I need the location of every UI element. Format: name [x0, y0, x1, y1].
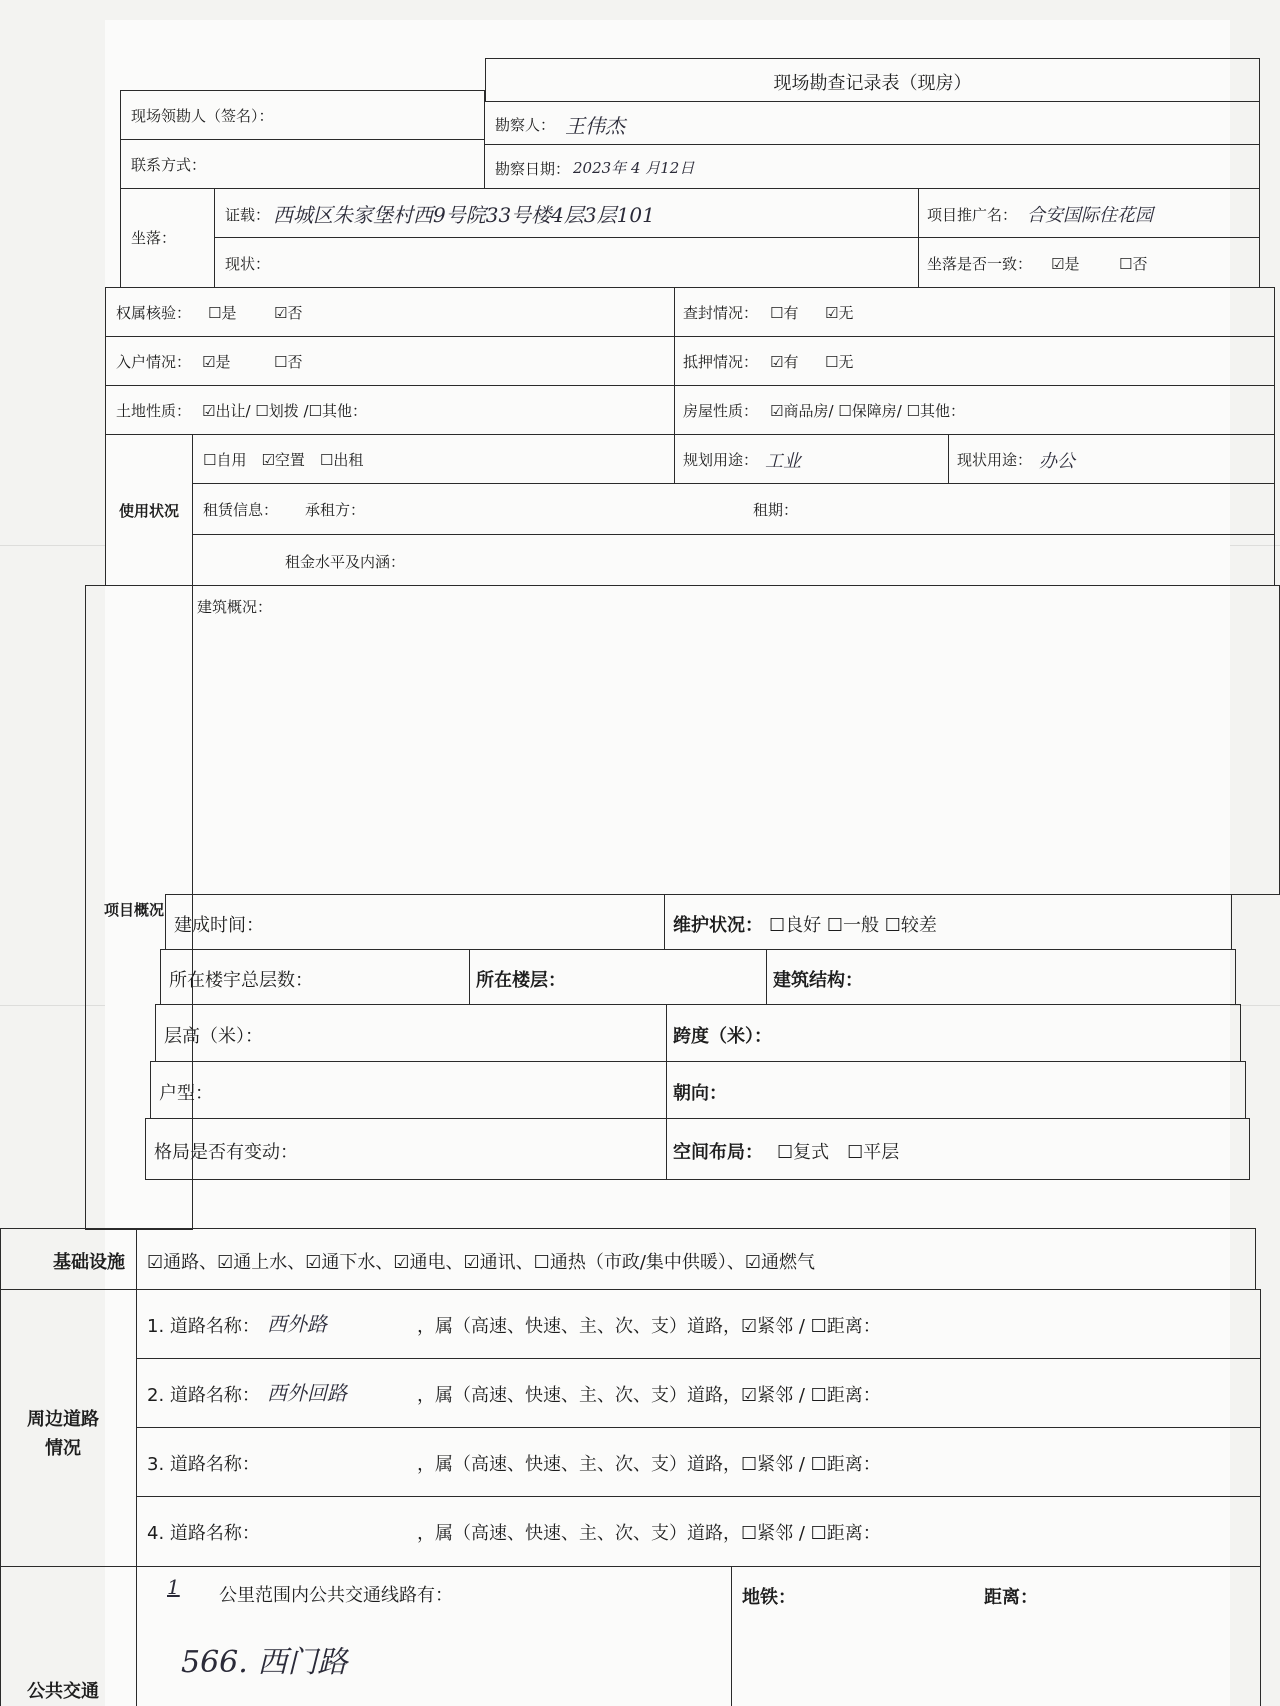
transit-text: 公里范围内公共交通线路有：: [219, 1585, 453, 1606]
road-name: 西外回路: [267, 1381, 347, 1405]
house-label: 房屋性质：: [683, 402, 759, 420]
survey-form: [27, 20, 1230, 1706]
date-cell: [484, 144, 1260, 189]
structure-label: 建筑结构：: [773, 970, 863, 991]
subway-cell: [731, 1566, 1261, 1706]
overview-label: 项目概况: [104, 901, 165, 919]
land-label: 土地性质：: [116, 402, 192, 420]
road-prefix: 1. 道路名称：: [147, 1316, 260, 1337]
building-cell: [192, 585, 1280, 895]
maintenance-options-checkboxes[interactable]: ☐良好 ☐一般 ☐较差: [769, 915, 937, 936]
subway-label: 地铁：: [742, 1587, 796, 1608]
mortgage-label: 抵押情况：: [683, 353, 759, 371]
entry-no-checkbox[interactable]: ☐否: [274, 353, 303, 371]
transit-label: 公共交通: [27, 1681, 99, 1702]
road-row: [136, 1496, 1261, 1567]
lease-cell: [192, 483, 1275, 535]
ownership-label: 权属核验：: [116, 304, 192, 322]
entry-label: 入户情况：: [116, 353, 192, 371]
orientation-label: 朝向：: [673, 1083, 727, 1104]
roads-label-line-1: 周边道路: [27, 1409, 99, 1430]
unit-cell: [150, 1061, 667, 1119]
cert-label: 证载：: [225, 206, 271, 224]
seal-yes-checkbox[interactable]: ☐有: [770, 304, 799, 322]
consistent-cell: [918, 237, 1260, 288]
leader-label: 现场领勘人（签名）：: [131, 107, 274, 125]
roads-label-cell: [0, 1289, 137, 1567]
layout-change-cell: [145, 1118, 667, 1180]
surveyor-label: 勘察人：: [495, 116, 556, 134]
span-cell: [666, 1004, 1241, 1062]
maintenance-label: 维护状况：: [673, 915, 763, 936]
surveyor-signature: 王伟杰: [565, 114, 625, 138]
infra-label: 基础设施: [53, 1252, 125, 1273]
contact-cell: [120, 139, 485, 189]
road-details: ，属（高速、快速、主、次、支）道路，☑紧邻 / ☐距离：: [417, 1316, 881, 1337]
infra-options-checkboxes[interactable]: ☑通路、☑通上水、☑通下水、☑通电、☑通讯、☐通热（市政/集中供暖）、☑通燃气: [147, 1252, 816, 1273]
consistent-no-checkbox[interactable]: ☐否: [1119, 255, 1148, 273]
transit-radius-value: 1: [167, 1575, 180, 1599]
consistent-label: 坐落是否一致：: [927, 255, 1033, 273]
built-time-label: 建成时间：: [174, 915, 264, 936]
transit-value: 566. 西门路: [181, 1645, 348, 1680]
promo-value: 合安国际住花园: [1027, 205, 1153, 226]
seal-no-checkbox[interactable]: ☑无: [825, 304, 854, 322]
land-cell: [105, 385, 675, 435]
road-name: 西外路: [267, 1312, 327, 1336]
space-cell: [666, 1118, 1250, 1180]
usage-label: 使用状况: [118, 501, 179, 520]
floor-cell: [469, 949, 767, 1005]
plan-cell: [674, 434, 949, 484]
road-prefix: 3. 道路名称：: [147, 1454, 260, 1475]
mortgage-no-checkbox[interactable]: ☐无: [825, 353, 854, 371]
roads-label-line-2: 情况: [45, 1438, 81, 1459]
status-cell: [948, 434, 1275, 484]
seal-label: 查封情况：: [683, 304, 759, 322]
contact-label: 联系方式：: [131, 156, 207, 174]
leader-cell: [120, 90, 485, 140]
current-label: 现状：: [225, 255, 271, 273]
cert-value: 西城区朱家堡村西9号院33号楼4层3层101: [273, 203, 655, 227]
entry-yes-checkbox[interactable]: ☑是: [202, 353, 231, 371]
road-row: [136, 1289, 1261, 1359]
promo-cell: [918, 188, 1260, 238]
usage-label-cell: [105, 434, 193, 586]
space-options-checkboxes[interactable]: ☐复式 ☐平层: [777, 1142, 900, 1163]
ownership-cell: [105, 287, 675, 337]
date-label: 勘察日期：: [495, 160, 571, 178]
transit-label-cell: [0, 1566, 137, 1706]
space-label: 空间布局：: [673, 1142, 763, 1163]
height-cell: [155, 1004, 667, 1062]
layout-change-label: 格局是否有变动：: [154, 1142, 298, 1163]
date-value: 2023年 4 月12日: [573, 159, 695, 177]
infra-label-cell: [0, 1228, 137, 1290]
form-title: 现场勘查记录表（现房）: [773, 73, 972, 94]
plan-label: 规划用途：: [683, 451, 759, 469]
road-row: [136, 1427, 1261, 1497]
road-details: ，属（高速、快速、主、次、支）道路，☐紧邻 / ☐距离：: [417, 1523, 881, 1544]
infra-options-cell: [136, 1228, 1256, 1290]
entry-cell: [105, 336, 675, 386]
promo-label: 项目推广名：: [927, 206, 1018, 224]
road-details: ，属（高速、快速、主、次、支）道路，☐紧邻 / ☐距离：: [417, 1454, 881, 1475]
road-row: [136, 1358, 1261, 1428]
usage-options-cell: [192, 434, 675, 484]
road-prefix: 4. 道路名称：: [147, 1523, 260, 1544]
building-label: 建筑概况：: [197, 598, 273, 616]
ownership-no-checkbox[interactable]: ☑否: [274, 304, 303, 322]
unit-label: 户型：: [159, 1083, 213, 1104]
mortgage-yes-checkbox[interactable]: ☑有: [770, 353, 799, 371]
house-options-checkboxes[interactable]: ☑商品房/ ☐保障房/ ☐其他：: [770, 402, 965, 420]
total-floors-cell: [160, 949, 470, 1005]
status-value: 办公: [1039, 451, 1075, 472]
usage-options-checkboxes[interactable]: ☐自用 ☑空置 ☐出租: [203, 451, 364, 469]
tenant-label: 承租方：: [305, 501, 366, 519]
rent-label: 租金水平及内涵：: [285, 553, 406, 571]
consistent-yes-checkbox[interactable]: ☑是: [1051, 255, 1080, 273]
ownership-yes-checkbox[interactable]: ☐是: [208, 304, 237, 322]
orientation-cell: [666, 1061, 1246, 1119]
house-cell: [674, 385, 1275, 435]
distance-label: 距离：: [984, 1587, 1038, 1608]
lease-label: 租赁信息：: [203, 501, 279, 519]
total-floors-label: 所在楼宇总层数：: [169, 970, 313, 991]
floor-label: 所在楼层：: [476, 970, 566, 991]
current-cell: [214, 237, 919, 288]
rent-cell: [192, 534, 1275, 586]
land-options-checkboxes[interactable]: ☑出让/ ☐划拨 /☐其他：: [202, 402, 367, 420]
title-cell: [485, 58, 1260, 102]
cert-cell: [214, 188, 919, 238]
maintenance-cell: [664, 894, 1232, 950]
plan-value: 工业: [765, 451, 801, 472]
height-label: 层高（米）：: [164, 1026, 263, 1047]
location-label: 坐落：: [131, 229, 177, 247]
road-details: ，属（高速、快速、主、次、支）道路，☑紧邻 / ☐距离：: [417, 1385, 881, 1406]
surveyor-cell: [484, 101, 1260, 145]
term-label: 租期：: [753, 501, 799, 519]
structure-cell: [766, 949, 1236, 1005]
status-label: 现状用途：: [957, 451, 1033, 469]
built-time-cell: [165, 894, 665, 950]
seal-cell: [674, 287, 1275, 337]
span-label: 跨度（米）：: [673, 1026, 772, 1047]
mortgage-cell: [674, 336, 1275, 386]
location-label-cell: [120, 188, 215, 288]
road-prefix: 2. 道路名称：: [147, 1385, 260, 1406]
